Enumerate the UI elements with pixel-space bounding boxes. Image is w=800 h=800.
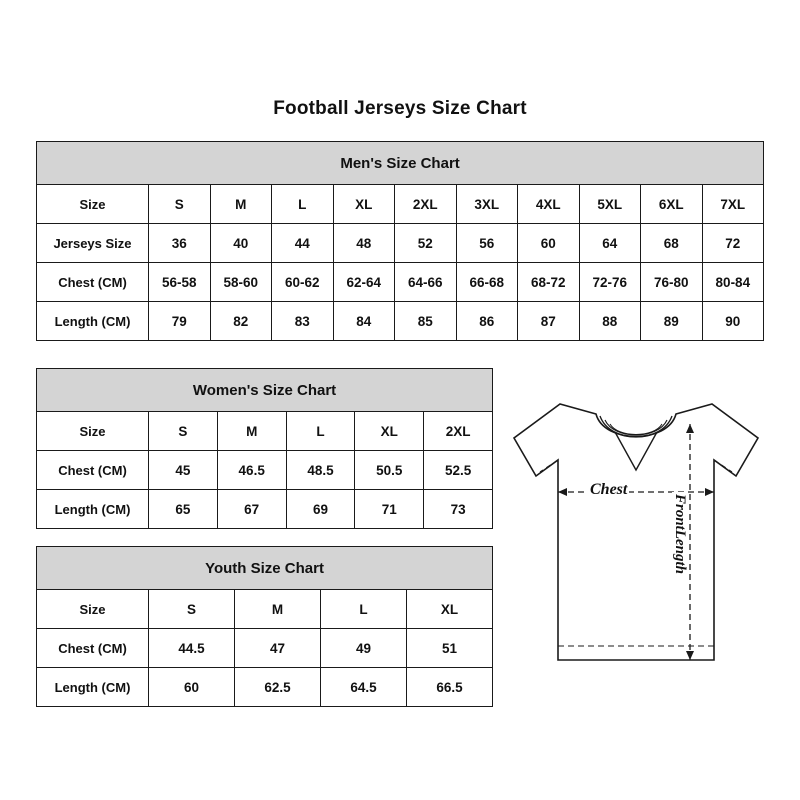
row-label: Length (CM): [37, 668, 149, 707]
row-label: Chest (CM): [37, 629, 149, 668]
table-cell: 76-80: [641, 263, 703, 302]
table-cell: 88: [579, 302, 641, 341]
table-cell: 89: [641, 302, 703, 341]
table-cell: 83: [272, 302, 334, 341]
table-cell: 73: [424, 490, 493, 529]
table-header-row: [37, 547, 493, 590]
table-cell: 36: [149, 224, 211, 263]
table-row: [37, 668, 493, 707]
table-cell: 66.5: [407, 668, 493, 707]
table-cell: S: [149, 590, 235, 629]
mens-section-heading: Men's Size Chart: [37, 142, 764, 185]
table-cell: 60: [149, 668, 235, 707]
table-cell: 2XL: [424, 412, 493, 451]
chest-arrow-left: [558, 488, 567, 496]
table-cell: S: [149, 412, 218, 451]
table-cell: 72-76: [579, 263, 641, 302]
table-row: [37, 302, 764, 341]
row-label: Size: [37, 412, 149, 451]
table-cell: 60-62: [272, 263, 334, 302]
table-cell: M: [235, 590, 321, 629]
row-label: Jerseys Size: [37, 224, 149, 263]
row-label: Chest (CM): [37, 451, 149, 490]
table-cell: 68: [641, 224, 703, 263]
table-row: [37, 490, 493, 529]
table-cell: 5XL: [579, 185, 641, 224]
right-sleeve-seam: [714, 460, 732, 472]
mens-size-table: [36, 141, 764, 341]
jersey-measurement-diagram: [500, 398, 772, 688]
row-label: Size: [37, 185, 149, 224]
table-cell: 65: [149, 490, 218, 529]
row-label: Chest (CM): [37, 263, 149, 302]
table-cell: 48: [333, 224, 395, 263]
table-header-row: [37, 142, 764, 185]
table-cell: 52: [395, 224, 457, 263]
womens-section-heading: Women's Size Chart: [37, 369, 493, 412]
table-cell: 64-66: [395, 263, 457, 302]
table-cell: 45: [149, 451, 218, 490]
table-row: [37, 590, 493, 629]
row-label: Size: [37, 590, 149, 629]
table-row: [37, 412, 493, 451]
table-row: [37, 629, 493, 668]
table-cell: 87: [518, 302, 580, 341]
table-cell: 60: [518, 224, 580, 263]
table-cell: 46.5: [217, 451, 286, 490]
table-cell: 40: [210, 224, 272, 263]
table-cell: L: [286, 412, 355, 451]
table-cell: 51: [407, 629, 493, 668]
table-row: [37, 224, 764, 263]
table-row: [37, 185, 764, 224]
length-arrow-top: [686, 424, 694, 433]
table-cell: 47: [235, 629, 321, 668]
table-cell: 3XL: [456, 185, 518, 224]
table-cell: 69: [286, 490, 355, 529]
youth-section-heading: Youth Size Chart: [37, 547, 493, 590]
table-cell: 86: [456, 302, 518, 341]
table-cell: 58-60: [210, 263, 272, 302]
table-cell: 62.5: [235, 668, 321, 707]
table-cell: 90: [702, 302, 764, 341]
table-cell: M: [210, 185, 272, 224]
table-row: [37, 263, 764, 302]
table-cell: 84: [333, 302, 395, 341]
table-cell: 79: [149, 302, 211, 341]
table-cell: 67: [217, 490, 286, 529]
table-cell: 2XL: [395, 185, 457, 224]
front-length-measure-label: FrontLength: [672, 494, 688, 575]
chest-measure-label: Chest: [590, 481, 628, 498]
table-cell: 80-84: [702, 263, 764, 302]
table-cell: S: [149, 185, 211, 224]
table-cell: 52.5: [424, 451, 493, 490]
table-header-row: [37, 369, 493, 412]
table-cell: 44.5: [149, 629, 235, 668]
table-cell: 6XL: [641, 185, 703, 224]
table-cell: 85: [395, 302, 457, 341]
shirt-outline: [514, 404, 758, 660]
table-cell: 48.5: [286, 451, 355, 490]
chest-arrow-right: [705, 488, 714, 496]
table-cell: L: [321, 590, 407, 629]
collar-line-outer: [600, 416, 672, 437]
table-cell: M: [217, 412, 286, 451]
table-cell: 66-68: [456, 263, 518, 302]
table-cell: 64: [579, 224, 641, 263]
left-sleeve-seam: [540, 460, 558, 472]
table-cell: 68-72: [518, 263, 580, 302]
page-title: Football Jerseys Size Chart: [273, 98, 527, 119]
table-cell: XL: [355, 412, 424, 451]
youth-size-table: [36, 546, 493, 707]
table-cell: 4XL: [518, 185, 580, 224]
v-neck-line: [615, 432, 657, 470]
table-cell: 49: [321, 629, 407, 668]
row-label: Length (CM): [37, 490, 149, 529]
table-cell: 71: [355, 490, 424, 529]
table-cell: 50.5: [355, 451, 424, 490]
table-cell: 72: [702, 224, 764, 263]
table-cell: 64.5: [321, 668, 407, 707]
length-arrow-bottom: [686, 651, 694, 660]
table-cell: 7XL: [702, 185, 764, 224]
table-row: [37, 451, 493, 490]
table-cell: 44: [272, 224, 334, 263]
table-cell: XL: [333, 185, 395, 224]
table-cell: L: [272, 185, 334, 224]
table-cell: 82: [210, 302, 272, 341]
table-cell: 56: [456, 224, 518, 263]
womens-size-table: [36, 368, 493, 529]
table-cell: XL: [407, 590, 493, 629]
row-label: Length (CM): [37, 302, 149, 341]
table-cell: 62-64: [333, 263, 395, 302]
table-cell: 56-58: [149, 263, 211, 302]
